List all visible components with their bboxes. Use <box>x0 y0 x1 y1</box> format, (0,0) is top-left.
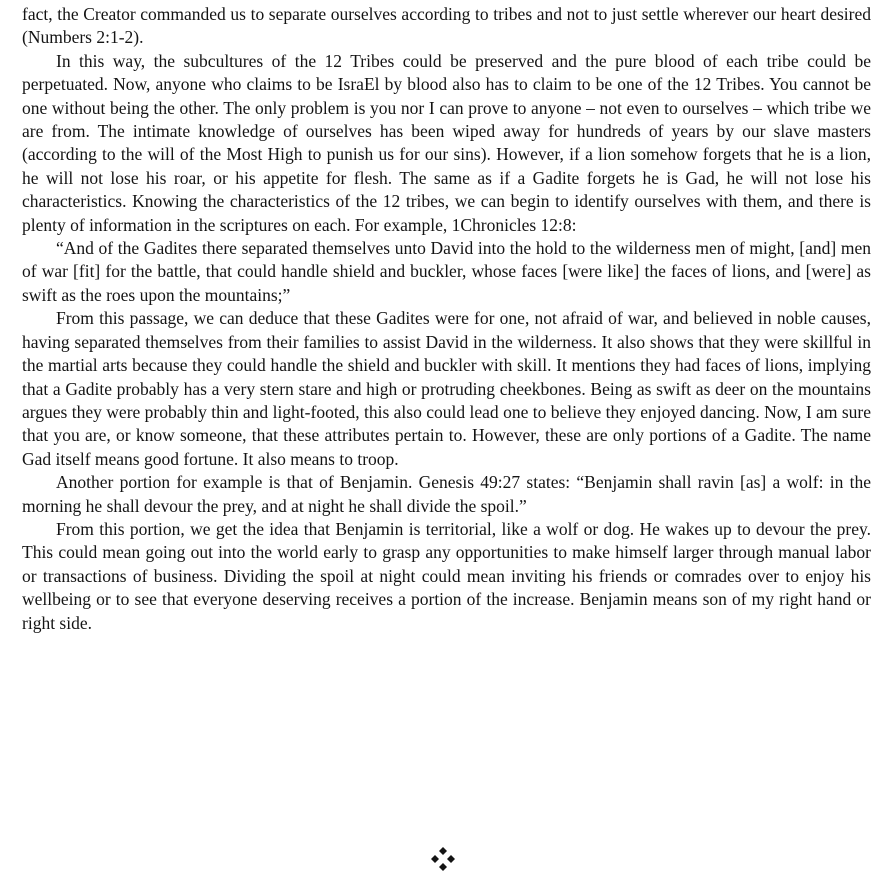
paragraph-continuation: fact, the Creator commanded us to separate ourselves according to tribes and not to just settle wherever our heart desired (Numbers 2:1-2). <box>22 4 871 48</box>
paragraph-benjamin-quote: Another portion for example is that of Benjamin. Genesis 49:27 states: “Benjamin shall ravin [as] a wolf: in the morning he shall devour the prey, and at night he shall divide the spoil.” <box>22 472 871 516</box>
document-page <box>22 3 871 635</box>
four-diamond-ornament-icon <box>430 846 456 872</box>
paragraph-scripture-quote-gadites: “And of the Gadites there separated themselves unto David into the hold to the wilderness men of might, [and] men of war [fit] for the battle, that could handle shield and buckler, whose faces [were like] the faces of lions, and [were] as swift as the roes upon the mountains;” <box>22 238 871 305</box>
paragraph-tribes: In this way, the subcultures of the 12 Tribes could be preserved and the pure blood of each tribe could be perpetuated. Now, anyone who claims to be IsraEl by blood also has to claim to be one of the 12 Tribes. You cannot be one without being the other. The only problem is you nor I can prove to anyone – not even to ourselves – which tribe we are from. The intimate knowledge of ourselves has been wiped away for hundreds of years by our slave masters (according to the will of the Most High to punish us for our sins). However, if a lion somehow forgets that he is a lion, he will not lose his roar, or his appetite for flesh. The same as if a Gadite forgets he is Gad, he will not lose his characteristics. Knowing the characteristics of the 12 tribes, we can begin to identify ourselves with them, and there is plenty of information in the scriptures on each. For example, 1Chronicles 12:8: <box>22 50 871 235</box>
paragraph-benjamin-analysis: From this portion, we get the idea that Benjamin is territorial, like a wolf or dog. He wakes up to devour the prey. This could mean going out into the world early to grasp any opportunities to make himself larger through manual labor or transactions of business. Dividing the spoil at night could mean inviting his friends or comrades over to enjoy his wellbeing or to see that everyone deserving receives a portion of the increase. Benjamin means son of my right hand or right side. <box>22 518 871 633</box>
paragraph-gadite-analysis: From this passage, we can deduce that these Gadites were for one, not afraid of war, and believed in noble causes, having separated themselves from their families to assist David in the wilderness. It also shows that they were skillful in the martial arts because they could handle the shield and buckler with skill. It mentions they had faces of lions, implying that a Gadite probably has a very stern stare and high or protruding cheekbones. Being as swift as deer on the mountains argues they were probably thin and light-footed, this also could lead one to believe they enjoyed dancing. Now, I am sure that you are, or know someone, that these attributes pertain to. However, these are only portions of a Gadite. The name Gad itself means good fortune. It also means to troop. <box>22 308 871 469</box>
